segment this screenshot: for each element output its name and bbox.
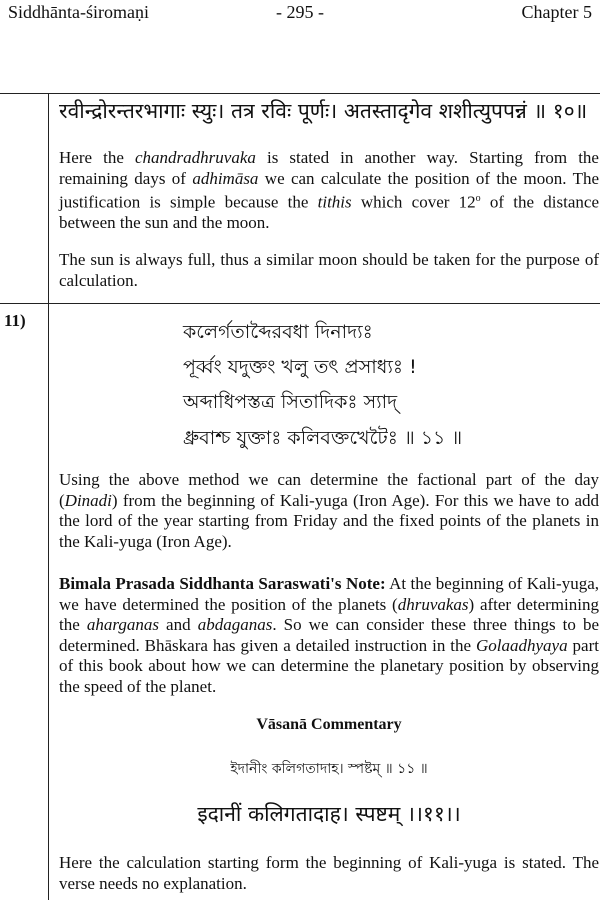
verse-11-line-4: ধ্রুবাশ্চ যুক্তাঃ কলিবক্তখেটৈঃ ॥ ১১ ॥ xyxy=(183,427,463,449)
verse-number: 11) xyxy=(4,311,26,330)
table-column-divider xyxy=(48,93,49,900)
page-number: - 295 - xyxy=(276,2,324,22)
running-header xyxy=(8,2,592,26)
commentary-devanagari: इदानीं कलिगतादाह। स्पष्टम् ।।११।। xyxy=(197,802,461,826)
verse-11-line-2: পূর্ব্বং যদুক্তং খলু তৎ প্রসাধ্যঃ ! xyxy=(183,356,417,378)
commentary-explanation: Here the calculation starting form the beginning of Kali-yuga is stated. The verse needs no explanation. xyxy=(59,853,599,893)
verse-11-line-1: কলের্গতাব্দৈরবধা দিনাদ্যঃ xyxy=(183,321,373,343)
verse-11-line-3: অব্দাধিপস্তত্র সিতাদিকঃ স্যাদ্ xyxy=(183,391,398,413)
verse-10-note: The sun is always full, thus a similar moon should be taken for the purpose of calculation. xyxy=(59,250,599,290)
chapter-label: Chapter 5 xyxy=(521,2,592,22)
book-title: Siddhānta-śiromaṇi xyxy=(8,2,149,22)
commentary-bengali: ইদানীং কলিগতাদাহ। স্পষ্টম্ ॥ ১১ ॥ xyxy=(230,761,428,777)
table-top-rule xyxy=(0,93,600,94)
table-row-divider xyxy=(0,303,600,304)
verse-10-explanation: Here the chandradhruvaka is stated in another way. Starting from the remaining days of adhimāsa we can calculate the position of the moon. The justification is simple because the tithis which cover 12$^o$ of the distance between the sun and the moon. xyxy=(59,148,600,233)
verse-10-sanskrit: रवीन्द्रोरन्तरभागाः स्युः। तत्र रविः पूर्णः। अतस्तादृगेव शशीत्युपपन्नं ॥ १०॥ xyxy=(59,99,588,123)
verse-11-explanation: Using the above method we can determine the factional part of the day (Dinadi) from the beginning of Kali-yuga (Iron Age). For this we have to add the lord of the year starting from Friday and the fixed points of the planets in the Kali-yuga (Iron Age). xyxy=(59,470,599,551)
commentary-heading: Vāsanā Commentary xyxy=(256,716,402,733)
verse-11-note: Bimala Prasada Siddhanta Saraswati's Note: At the beginning of Kali-yuga, we have determined the position of the planets (dhruvakas) after determining the aharganas and abdaganas. So we can consider these three things to be determined. Bhāskara has given a detailed instruction in the Golaadhyaya part of this book about how we can determine the planetary position by observing the speed of the planet. xyxy=(59,574,599,696)
